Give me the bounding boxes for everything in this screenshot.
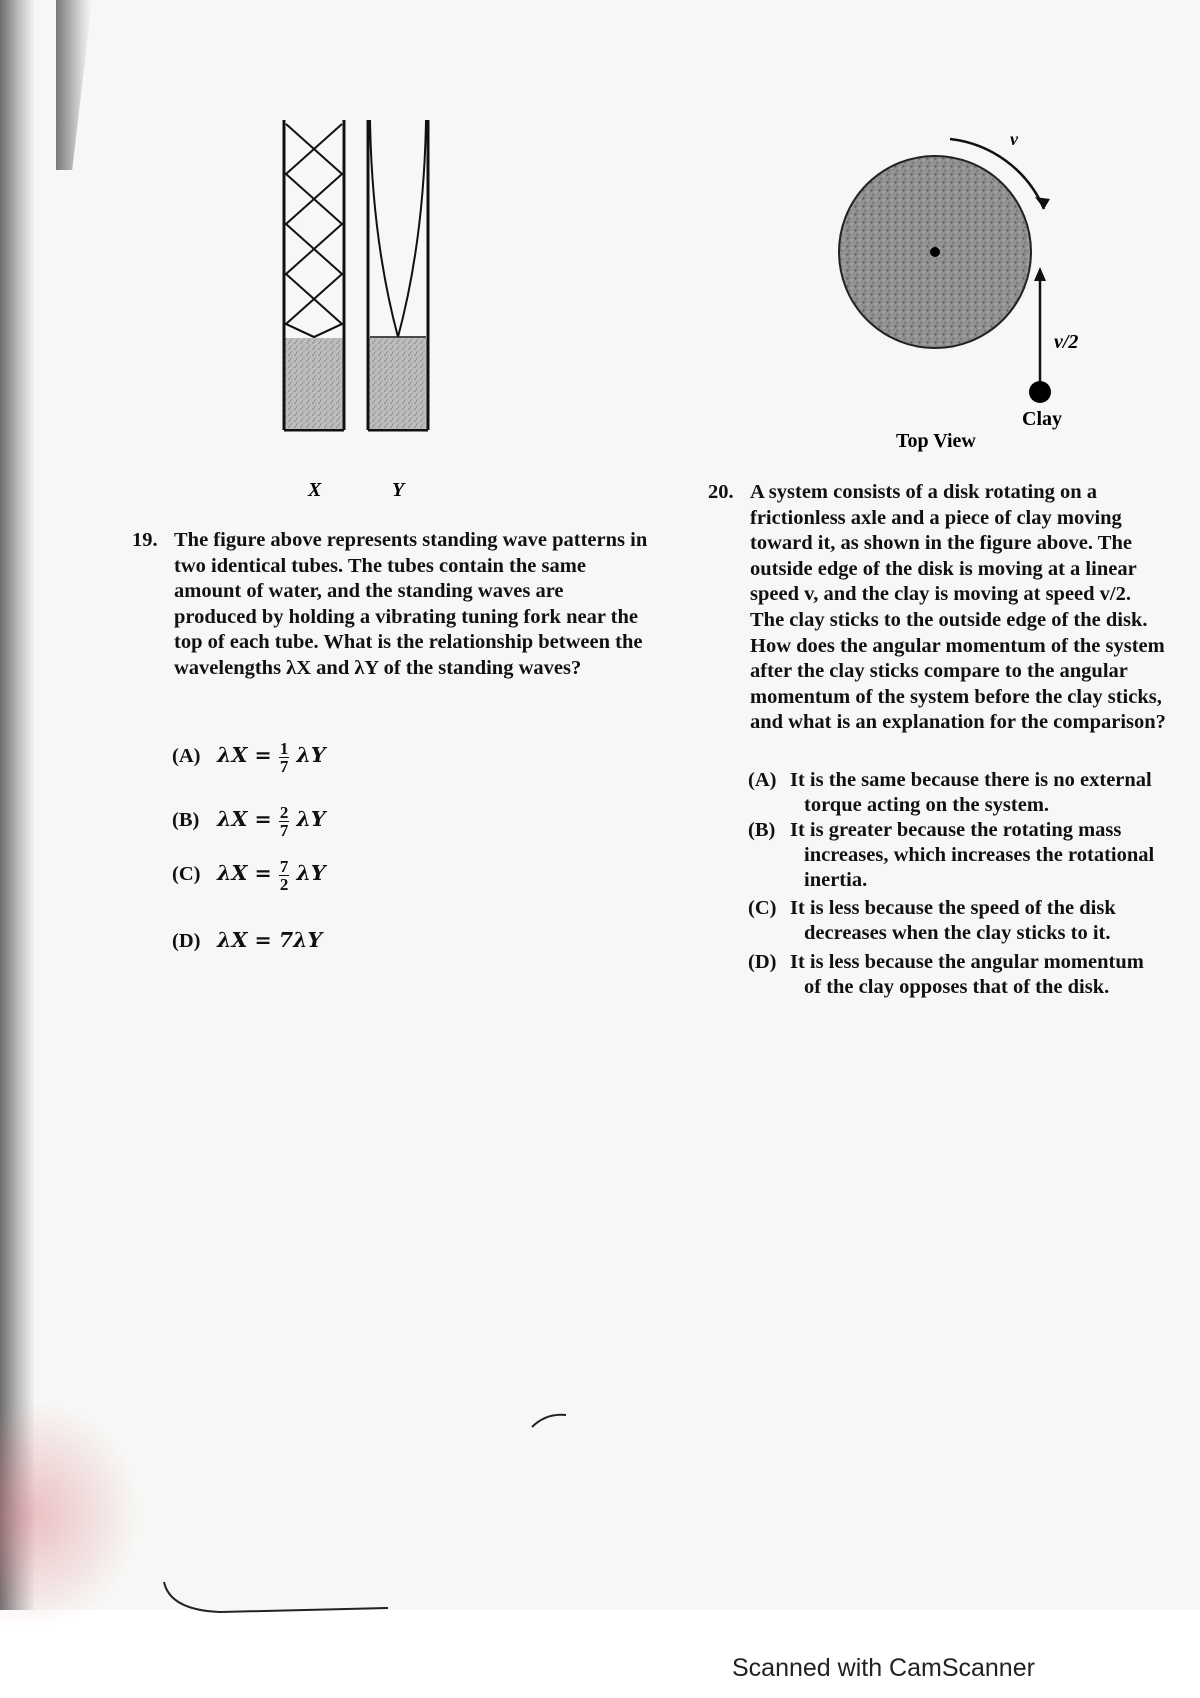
tube-y-water <box>370 338 427 429</box>
question-20-number: 20. <box>708 481 734 503</box>
disk-axle <box>930 247 940 257</box>
q20-stem-line: and what is an explanation for the comparison? <box>750 711 1166 734</box>
page-edge-shadow <box>0 0 34 1610</box>
question-19 <box>130 528 650 682</box>
q20-choice-d[interactable]: (D) It is less because the angular momentum of the clay opposes that of the disk. <box>748 951 1144 998</box>
q20-stem-line: speed v, and the clay is moving at speed v/2. <box>750 583 1131 606</box>
clay-velocity-label: v/2 <box>1054 331 1079 353</box>
tube-x-label: X <box>308 479 322 500</box>
q20-stem-line: A system consists of a disk rotating on a <box>750 481 1098 503</box>
standing-wave-tubes-figure <box>270 120 480 500</box>
clay <box>1029 381 1051 403</box>
tube-y-wave-a <box>370 120 398 337</box>
q20-stem-line: How does the angular momentum of the system <box>750 634 1165 657</box>
clay-label: Clay <box>1022 408 1062 430</box>
clay-velocity-arrowhead <box>1034 267 1046 281</box>
q20-stem-line: outside edge of the disk is moving at a linear <box>750 557 1137 580</box>
scanner-watermark: Scanned with CamScanner <box>732 1654 1035 1682</box>
q20-stem-line: frictionless axle and a piece of clay moving <box>750 506 1122 529</box>
bottom-scribble <box>160 1580 400 1620</box>
q20-stem-line: The clay sticks to the outside edge of the disk. <box>750 608 1148 631</box>
question-19-stem: The figure above represents standing wave patterns in two identical tubes. The tubes contain the same amount of water, and the standing waves are produced by holding a vibrating tuning fork near the top of each tube. What is the relationship between the wavelengths λX and λY of the standing waves? <box>174 529 648 679</box>
tube-y-wave-b <box>398 120 426 337</box>
pen-mark <box>530 1405 570 1435</box>
tube-x-water <box>286 338 343 429</box>
question-19-number: 19. <box>132 529 158 551</box>
q20-choice-b[interactable]: (B) It is greater because the rotating mass increases, which increases the rotational inertia. <box>748 819 1155 891</box>
q19-choice-a[interactable]: (A) λX = $\frac{1}{7}$ λY <box>172 739 326 776</box>
q20-choice-c[interactable]: (C) It is less because the speed of the disk decreases when the clay sticks to it. <box>748 897 1116 944</box>
question-20 <box>708 480 1178 736</box>
q19-choice-d[interactable]: (D) λX = 7λY <box>172 928 323 952</box>
finger-stain <box>0 1400 140 1630</box>
q19-choice-c[interactable]: (C) λX = $\frac{7}{2}$ λY <box>172 857 326 894</box>
q19-choice-b[interactable]: (B) λX = $\frac{2}{7}$ λY <box>172 803 326 840</box>
q20-stem-line: toward it, as shown in the figure above. The <box>750 532 1132 555</box>
velocity-label: v <box>1010 129 1018 149</box>
rotating-disk-figure <box>830 125 1110 465</box>
q20-stem-line: after the clay sticks compare to the angular <box>750 660 1128 683</box>
tube-y-label: Y <box>392 479 405 500</box>
q20-choice-a[interactable]: (A) It is the same because there is no external torque acting on the system. <box>748 769 1152 816</box>
q20-stem-line: momentum of the system before the clay sticks, <box>750 685 1162 708</box>
top-view-caption: Top View <box>896 430 976 452</box>
